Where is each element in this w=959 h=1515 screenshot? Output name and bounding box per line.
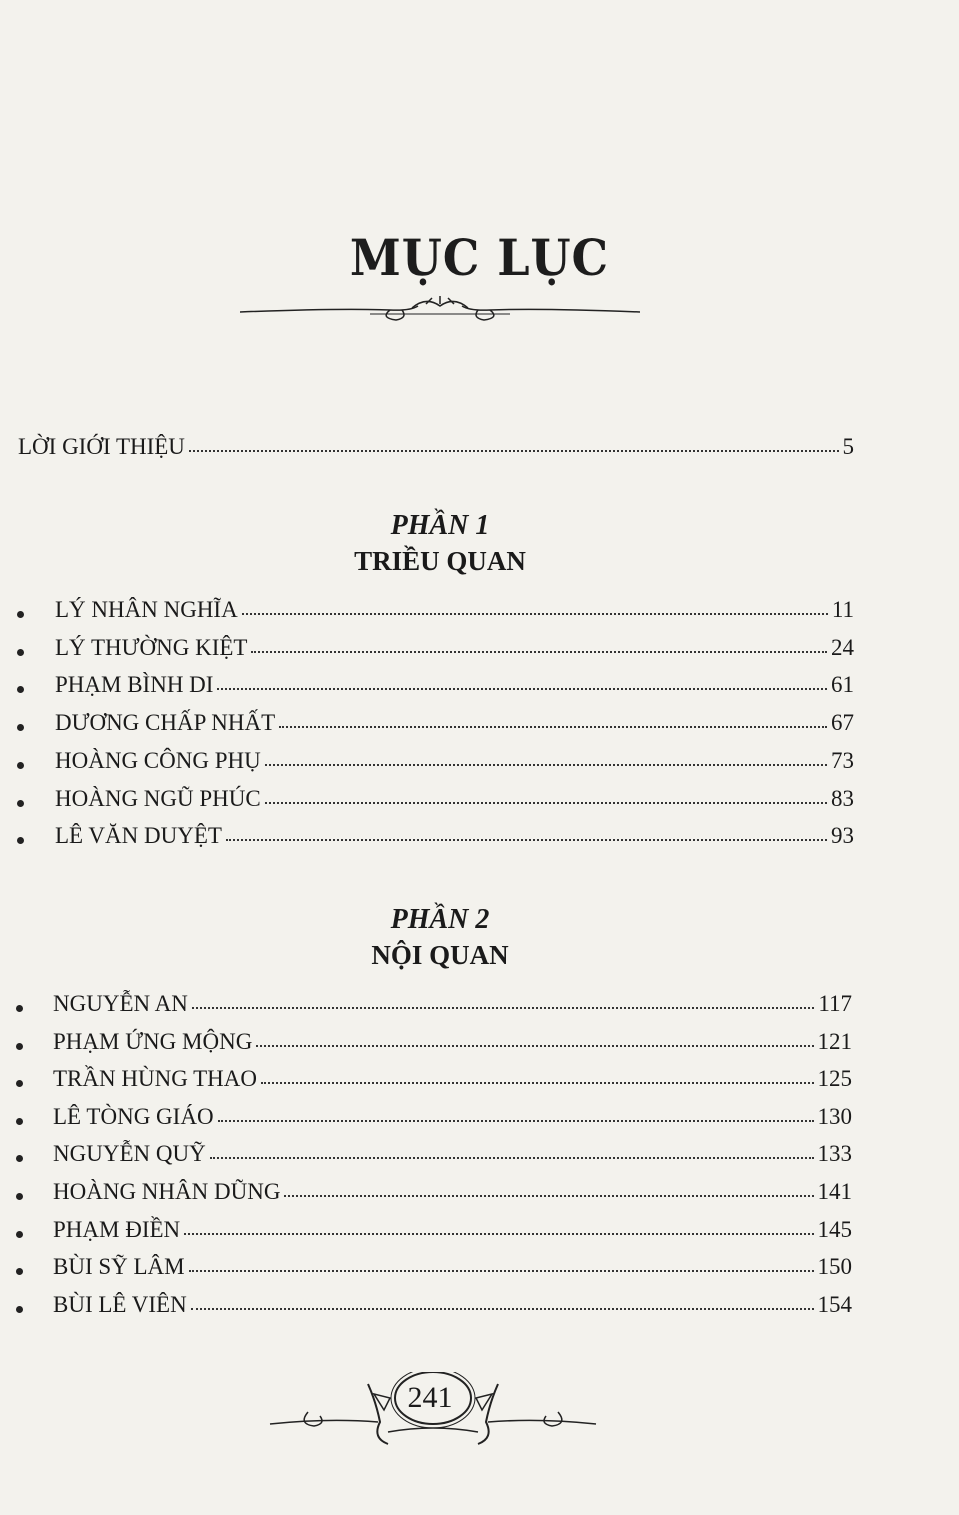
dot-leader	[279, 726, 827, 728]
toc-entry-row[interactable]	[53, 1029, 852, 1055]
toc-entry-label: LÝ THƯỜNG KIỆT	[55, 634, 248, 660]
bullet-icon	[16, 1155, 23, 1162]
bullet-icon	[16, 1306, 23, 1313]
toc-entry-label: PHẠM ỨNG MỘNG	[53, 1028, 253, 1054]
toc-entry-page: 117	[818, 991, 852, 1016]
toc-entry-label: DƯƠNG CHẤP NHẤT	[55, 710, 276, 736]
toc-entry-label: TRẦN HÙNG THAO	[53, 1066, 258, 1092]
dot-leader	[265, 764, 827, 766]
toc-entry-page: 150	[817, 1254, 852, 1280]
toc-intro-row[interactable]	[18, 434, 854, 460]
toc-entry-row[interactable]	[53, 1141, 852, 1167]
toc-entry-page: 73	[831, 747, 854, 773]
toc-entry-label: LÊ VĂN DUYỆT	[55, 823, 222, 849]
dot-leader	[284, 1195, 813, 1197]
dot-leader	[251, 651, 827, 653]
toc-entry-page: 121	[817, 1028, 852, 1054]
page-number: 241	[407, 1381, 453, 1414]
toc-entry-label: NGUYỄN AN	[53, 991, 188, 1016]
dot-leader	[256, 1045, 813, 1047]
toc-entry-label: HOÀNG NHÂN DŨNG	[53, 1179, 281, 1204]
bullet-icon	[17, 649, 24, 656]
toc-entry-row[interactable]	[55, 672, 854, 698]
toc-entry-page: 130	[817, 1103, 852, 1129]
toc-entry-page: 125	[817, 1066, 852, 1092]
toc-entry-row[interactable]	[55, 748, 854, 774]
bullet-icon	[16, 1118, 23, 1125]
toc-entry-page: 154	[817, 1291, 852, 1317]
dot-leader	[192, 1007, 815, 1009]
toc-entry-row[interactable]	[53, 1254, 852, 1280]
toc-entry-label: PHẠM BÌNH DI	[55, 672, 214, 698]
bullet-icon	[16, 1080, 23, 1087]
toc-entry-row[interactable]	[55, 635, 854, 661]
dot-leader	[217, 688, 827, 690]
dot-leader	[189, 450, 839, 452]
bullet-icon	[16, 1043, 23, 1050]
bullet-icon	[16, 1193, 23, 1200]
toc-entry-page: 133	[817, 1141, 852, 1167]
toc-entry-label: BÙI SỸ LÂM	[53, 1254, 185, 1280]
toc-entry-label: LÝ NHÂN NGHĨA	[55, 597, 238, 622]
dot-leader	[218, 1120, 814, 1122]
dot-leader	[184, 1233, 813, 1235]
toc-entry-label: HOÀNG CÔNG PHỤ	[55, 747, 261, 773]
dot-leader	[191, 1308, 814, 1310]
toc-entry-row[interactable]	[53, 1217, 852, 1243]
toc-entry-page: 93	[831, 823, 854, 849]
toc-entry-page: 67	[831, 710, 854, 736]
toc-entry-page: 5	[842, 434, 854, 459]
bullet-icon	[16, 1268, 23, 1275]
bullet-icon	[17, 686, 24, 693]
toc-entry-row[interactable]	[55, 823, 854, 849]
bullet-icon	[17, 837, 24, 844]
part-2-subtitle: NỘI QUAN	[371, 940, 509, 970]
toc-entry-label: NGUYỄN QUỸ	[53, 1141, 206, 1167]
toc-entry-page: 83	[831, 785, 854, 811]
toc-entry-label: PHẠM ĐIỀN	[53, 1216, 181, 1242]
toc-entry-label: LÊ TÒNG GIÁO	[53, 1103, 214, 1129]
dot-leader	[210, 1157, 814, 1159]
part-1-subtitle: TRIỀU QUAN	[354, 546, 526, 576]
toc-entry-row[interactable]	[53, 1066, 852, 1092]
dot-leader	[226, 839, 827, 841]
bullet-icon	[16, 1005, 23, 1012]
title-flourish-ornament	[240, 292, 640, 324]
toc-entry-page: 24	[831, 634, 854, 660]
toc-entry-row[interactable]	[55, 710, 854, 736]
bullet-icon	[17, 611, 24, 618]
toc-entry-row[interactable]	[53, 991, 852, 1017]
toc-entry-row[interactable]	[53, 1104, 852, 1130]
part-2-heading: PHẦN 2	[390, 904, 490, 935]
toc-entry-label: BÙI LÊ VIÊN	[53, 1291, 187, 1317]
toc-entry-page: 11	[831, 597, 854, 622]
toc-entry-row[interactable]	[53, 1292, 852, 1318]
bullet-icon	[16, 1231, 23, 1238]
bullet-icon	[17, 762, 24, 769]
toc-entry-page: 145	[817, 1216, 852, 1242]
toc-entry-row[interactable]	[53, 1179, 852, 1205]
dot-leader	[265, 802, 827, 804]
part-1-heading: PHẦN 1	[390, 510, 490, 541]
bullet-icon	[17, 800, 24, 807]
toc-entry-row[interactable]	[55, 597, 854, 623]
toc-entry-page: 141	[817, 1179, 852, 1204]
dot-leader	[189, 1270, 814, 1272]
dot-leader	[242, 613, 828, 615]
toc-entry-label: LỜI GIỚI THIỆU	[18, 434, 185, 459]
toc-entry-page: 61	[831, 672, 854, 698]
toc-entry-label: HOÀNG NGŨ PHÚC	[55, 785, 261, 811]
page-title: MỤC LỤC	[349, 228, 610, 287]
bullet-icon	[17, 724, 24, 731]
dot-leader	[261, 1082, 813, 1084]
toc-entry-row[interactable]	[55, 786, 854, 812]
